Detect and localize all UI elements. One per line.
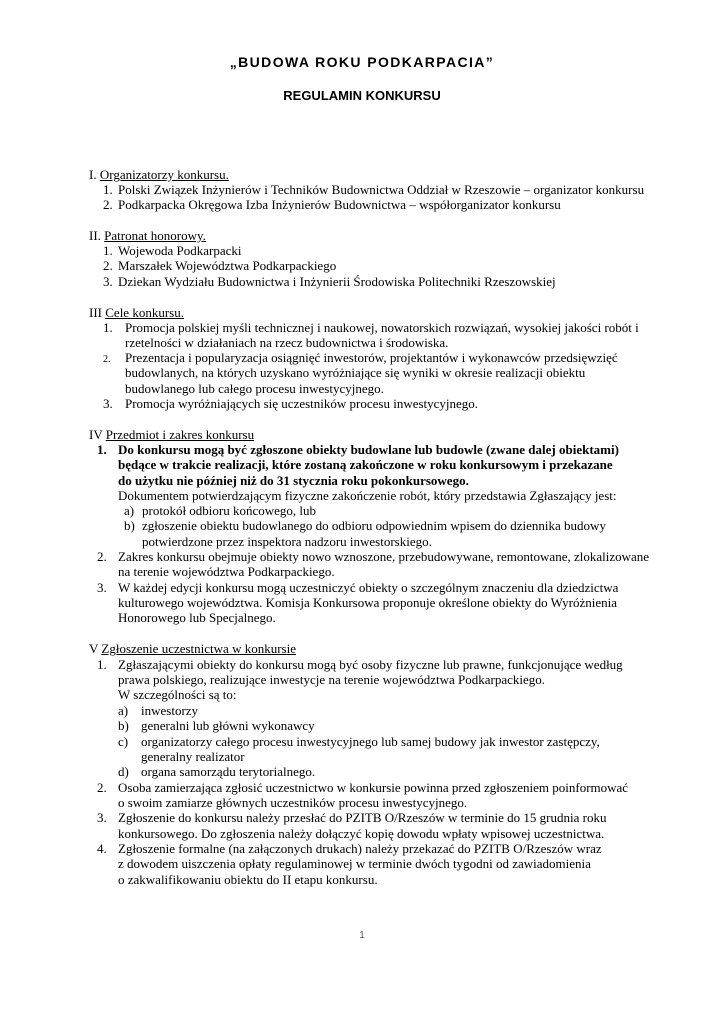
section-3-item-1-line-2: rzetelności w działaniach na rzecz budownictwa i środowiska. [125, 335, 449, 350]
section-4-heading [89, 427, 254, 442]
section-4-sub-a-text: protokół odbioru końcowego, lub [142, 503, 317, 518]
section-3-item-3-line-1: Promocja wyróżniających się uczestników procesu inwestycyjnego. [125, 396, 479, 411]
section-2-number: II. [89, 228, 101, 243]
section-5-sub-d-text: organa samorządu terytorialnego. [141, 764, 316, 779]
section-4-item-2-number: 2. [97, 549, 107, 564]
section-1-title: Organizatorzy konkursu. [99, 167, 229, 182]
section-4-sub-b-letter: b) [124, 518, 135, 533]
section-3-item-2-number: 2. [103, 354, 111, 365]
section-4-item-1-line-1: Do konkursu mogą być zgłoszone obiekty budowlane lub budowle (zwane dalej obiektami) [118, 442, 619, 457]
section-3-item-2-line-3: budowlanego lub całego procesu inwestycyjnego. [125, 381, 384, 396]
section-5-item-4-number: 4. [97, 841, 107, 856]
section-5-item-1-line-1: Zgłaszającymi obiekty do konkursu mogą być osoby fizyczne lub prawne, funkcjonujące według [118, 657, 623, 672]
section-5-sub-c-letter: c) [118, 734, 129, 749]
section-5-sub-d-letter: d) [118, 764, 129, 779]
section-5-item-4-line-2: z dowodem uiszczenia opłaty regulaminowej w terminie dwóch tygodni od zawiadomienia [118, 856, 591, 871]
section-3-number: III [89, 305, 102, 320]
section-2-item-3-number: 3. [103, 274, 113, 289]
section-3-item-3-number: 3. [103, 396, 113, 411]
section-1-item-2-number: 2. [103, 197, 113, 212]
section-1-item-1-text: Polski Związek Inżynierów i Techników Budownictwa Oddział w Rzeszowie – organizator konkursu [118, 182, 645, 197]
section-1-item-2-text: Podkarpacka Okręgowa Izba Inżynierów Budownictwa – współorganizator konkursu [118, 197, 561, 212]
section-5-item-1-line-2: prawa polskiego, realizujące inwestycje na terenie województwa Podkarpackiego. [118, 672, 546, 687]
section-2-item-3-text: Dziekan Wydziału Budownictwa i Inżynierii Środowiska Politechniki Rzeszowskiej [118, 274, 556, 289]
section-3-item-2-line-2: budowlanych, na których uzyskano wyróżniające się wyniki w okresie realizacji obiektu [125, 365, 586, 380]
section-5-item-2-line-1: Osoba zamierzająca zgłosić uczestnictwo w konkursie powinna przed zgłoszeniem poinformować [118, 780, 629, 795]
section-4-sub-b-line-2: potwierdzone przez inspektora nadzoru inwestorskiego. [142, 534, 432, 549]
section-4-sub-a-letter: a) [124, 503, 135, 518]
section-3-item-1-number: 1. [103, 320, 113, 335]
section-5-sub-c-line-2: generalny realizator [141, 749, 245, 764]
section-2-heading [89, 228, 206, 243]
section-5-item-3-line-2: konkursowego. Do zgłoszenia należy dołączyć kopię dowodu wpłaty wpisowej uczestnictwa. [118, 826, 605, 841]
document-title: „BUDOWA ROKU PODKARPACIA” [229, 54, 495, 70]
section-5-item-3-line-1: Zgłoszenie do konkursu należy przesłać do PZITB O/Rzeszów w terminie do 15 grudnia roku [118, 810, 607, 825]
section-4-title: Przedmiot i zakres konkursu [105, 427, 255, 442]
section-1-number: I. [89, 167, 97, 182]
section-5-heading [89, 641, 296, 656]
section-5-sub-a-text: inwestorzy [141, 703, 199, 718]
page-number: 1 [359, 930, 365, 941]
section-1-heading [89, 167, 229, 182]
section-4-item-1-line-3: do użytku nie później niż do 31 stycznia roku pokonkursowego. [118, 473, 469, 488]
section-5-item-2-line-2: o swoim zamiarze głównych uczestników procesu inwestycyjnego. [118, 795, 468, 810]
section-2-item-2-number: 2. [103, 258, 113, 273]
section-5-sub-b-text: generalni lub główni wykonawcy [141, 718, 315, 733]
section-4-item-2-line-1: Zakres konkursu obejmuje obiekty nowo wznoszone, przebudowywane, remontowane, zlokalizowane [118, 549, 650, 564]
section-5-sub-b-letter: b) [118, 718, 129, 733]
section-4-item-1-line-2: będące w trakcie realizacji, które zostaną zakończone w roku konkursowym i przekazane [118, 457, 613, 472]
section-2-item-1-number: 1. [103, 243, 113, 258]
section-5-title: Zgłoszenie uczestnictwa w konkursie [101, 641, 296, 656]
section-3-item-2-line-1: Prezentacja i popularyzacja osiągnięć inwestorów, projektantów i wykonawców przedsięwzięć [125, 350, 618, 365]
section-4-item-3-line-2: kulturowego województwa. Komisja Konkursowa proponuje określone obiekty do Wyróżnienia [118, 595, 618, 610]
section-5-item-4-line-3: o zakwalifikowaniu obiektu do II etapu konkursu. [118, 872, 378, 887]
section-4-item-1-number: 1. [97, 442, 107, 457]
section-3-heading [89, 305, 184, 320]
section-4-item-1-line-4: Dokumentem potwierdzającym fizyczne zakończenie robót, który przedstawia Zgłaszający jest: [118, 488, 617, 503]
section-5-item-3-number: 3. [97, 810, 107, 825]
section-2-item-1-text: Wojewoda Podkarpacki [118, 243, 242, 258]
section-2-title: Patronat honorowy. [104, 228, 206, 243]
section-4-item-2-line-2: na terenie województwa Podkarpackiego. [118, 564, 335, 579]
section-5-sub-c-line-1: organizatorzy całego procesu inwestycyjnego lub samej budowy jak inwestor zastępczy, [141, 734, 600, 749]
section-5-item-4-line-1: Zgłoszenie formalne (na załączonych drukach) należy przekazać do PZITB O/Rzeszów wraz [118, 841, 602, 856]
section-5-sub-a-letter: a) [118, 703, 129, 718]
section-4-item-3-line-1: W każdej edycji konkursu mogą uczestniczyć obiekty o szczególnym znaczeniu dla dziedzictwa [118, 580, 619, 595]
section-3-title: Cele konkursu. [105, 305, 184, 320]
document-subtitle: REGULAMIN KONKURSU [283, 88, 441, 103]
section-4-item-3-line-3: Honorowego lub Specjalnego. [118, 610, 276, 625]
section-2-item-2-text: Marszałek Województwa Podkarpackiego [118, 258, 337, 273]
section-1-item-1-number: 1. [103, 182, 113, 197]
section-5-item-1-line-3: W szczególności są to: [118, 687, 237, 702]
section-3-item-1-line-1: Promocja polskiej myśli technicznej i naukowej, nowatorskich rozwiązań, wysokiej jakości robót i [125, 320, 639, 335]
section-4-sub-b-line-1: zgłoszenie obiektu budowlanego do odbioru odpowiednim wpisem do dziennika budowy [142, 518, 606, 533]
section-5-item-2-number: 2. [97, 780, 107, 795]
section-4-number: IV [89, 427, 103, 442]
section-4-item-3-number: 3. [97, 580, 107, 595]
section-5-item-1-number: 1. [97, 657, 107, 672]
section-5-number: V [89, 641, 99, 656]
